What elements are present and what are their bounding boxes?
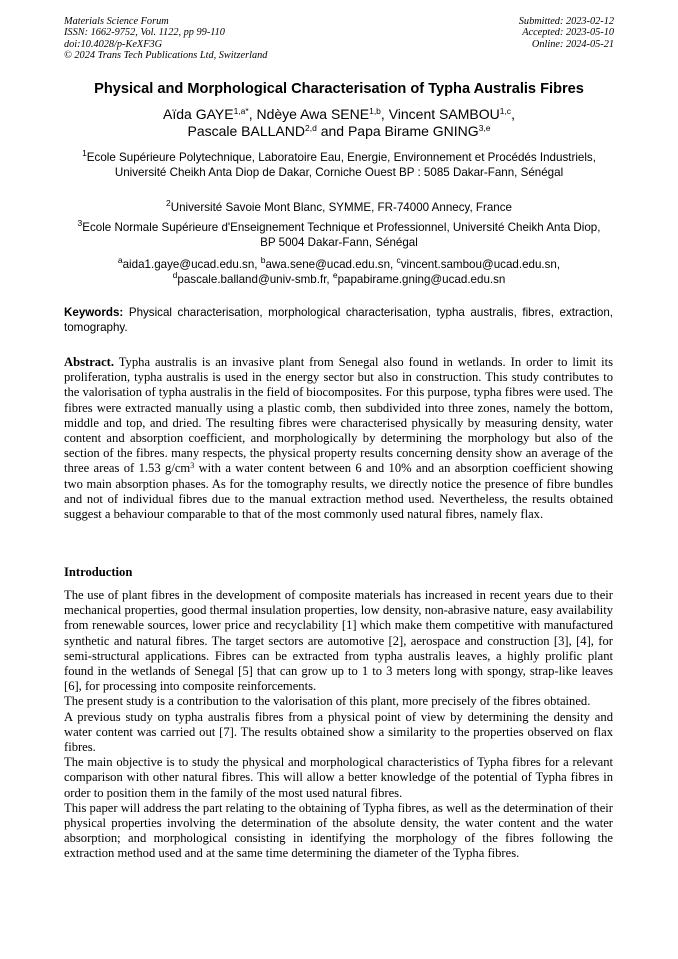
- keywords-label: Keywords:: [64, 306, 124, 319]
- journal-copyright: © 2024 Trans Tech Publications Ltd, Switzerland: [64, 50, 268, 62]
- paragraph: The present study is a contribution to the valorisation of this plant, more precisely of the fibres obtained.: [64, 694, 591, 709]
- journal-name: Materials Science Forum: [64, 16, 169, 27]
- affiliation-marker: 3: [77, 218, 83, 228]
- paragraph: A previous study on typha australis fibres from a physical point of view by determining the density and water content was carried out [7]. The results obtained show a similarity to the properties observed on flax fibres.: [64, 709, 613, 755]
- online-date: Online: 2024-05-21: [531, 38, 614, 50]
- email-marker: a: [117, 255, 123, 265]
- paragraph: This paper will address the part relating to the obtaining of Typha fibres, as well as the determination of their physical properties involving the determination of the absolute density, the water content and the water absorption; and morphological consisting in identifying the morphology of the fibres following the extraction method used and at the same time determining the diameter of the Typha fibres.: [64, 800, 613, 861]
- email-address: pascale.balland@univ-smb.fr,: [177, 273, 333, 286]
- email-marker: e: [332, 270, 338, 280]
- author-name: Vincent SAMBOU: [388, 106, 500, 122]
- keywords-text: Physical characterisation, morphological characterisation, typha australis, fibres, extraction, tomography.: [64, 306, 613, 334]
- affiliation-text: Université Savoie Mont Blanc, SYMME, FR-74000 Annecy, France: [170, 201, 513, 214]
- affiliation-marker: 1: [82, 148, 87, 158]
- abstract-superscript: 3: [190, 461, 195, 471]
- paper-title: Physical and Morphological Characterisation of Typha Australis Fibres: [94, 81, 584, 97]
- email-address: aida1.gaye@ucad.edu.sn,: [122, 258, 261, 271]
- section-heading-introduction: Introduction: [64, 565, 133, 579]
- author-list: [60, 106, 618, 140]
- author-affiliation-marker: 1,c: [499, 106, 512, 116]
- affiliation: [70, 220, 608, 250]
- author-conjunction: and: [316, 123, 348, 139]
- author-emails: [70, 257, 608, 287]
- journal-header: [64, 16, 267, 62]
- affiliation-marker: 2: [165, 198, 171, 208]
- keywords: [64, 305, 613, 335]
- affiliation: [70, 150, 608, 180]
- email-marker: c: [396, 255, 401, 265]
- author-affiliation-marker: 2,d: [305, 123, 317, 133]
- author-separator: ,: [511, 106, 515, 122]
- abstract-text: with a water content between 6 and 10% and an absorption coefficient showing two main absorption phases. As for the tomography results, we directly notice the presence of fibre bundles and not of individual fibres due to the manual extraction method used. Nevertheless, the results obtained suggest a behaviour comparable to that of the most commonly used natural fibres, namely flax.: [64, 461, 613, 522]
- abstract-text: Typha australis is an invasive plant from Senegal also found in wetlands. In order to limit its proliferation, typha australis is used in the energy sector but also in construction. This study contributes to the valorisation of typha australis in the field of biocomposites. For this purpose, typha fibres were used. The fibres were extracted manually using a plastic comb, then subdivided into three zones, namely the bottom, middle and top, and dried. The resulting fibres were characterised physically by measuring density, water content and absorption coefficient, and morphologically by determining the morphology but also of the section of the fibres. many respects, the physical property results concerning density show an average of the three areas of 1.53 g/cm: [64, 355, 613, 476]
- accepted-date: Accepted: 2023-05-10: [522, 27, 614, 39]
- email-marker: b: [260, 255, 266, 265]
- author-name: Pascale BALLAND: [187, 123, 305, 139]
- author-separator: ,: [380, 106, 389, 122]
- abstract-label: Abstract.: [64, 355, 115, 369]
- author-name: Ndèye Awa SENE: [256, 106, 370, 122]
- affiliation: [70, 200, 608, 215]
- author-affiliation-marker: 1,a*: [233, 106, 249, 116]
- email-address: vincent.sambou@ucad.edu.sn,: [400, 258, 561, 271]
- email-address: papabirame.gning@ucad.edu.sn: [337, 273, 506, 286]
- dates-header: [519, 16, 614, 50]
- introduction-body: [64, 588, 613, 862]
- email-address: awa.sene@ucad.edu.sn,: [265, 258, 397, 271]
- abstract: [64, 355, 613, 522]
- paragraph: The main objective is to study the physical and morphological characteristics of Typha fibres for a relevant comparison with other natural fibres. This will allow a better knowledge of the potential of Typha fibres in order to position them in the family of the most used natural fibres.: [64, 755, 613, 800]
- affiliation-text: Ecole Supérieure Polytechnique, Laboratoire Eau, Energie, Environnement et Procédés Industriels, Université Cheikh Anta Diop de Dakar, Corniche Ouest BP : 5085 Dakar-Fann, Sénégal: [86, 151, 596, 179]
- author-name: Aïda GAYE: [163, 106, 234, 122]
- author-affiliation-marker: 3,e: [478, 123, 491, 133]
- paragraph: The use of plant fibres in the development of composite materials has increased in recent years due to their mechanical properties, good thermal insulation properties, low density, non-abrasive nature, easy availability from renewable sources, lower price and recyclability [1] which make them competitive with manufactured synthetic and natural fibres. The target sectors are automotive [2], aerospace and construction [3], [4], for semi-structural applications. Fibres can be extracted from typha australis leaves, a highly prolific plant found in the wetlands of Senegal [5] that can grow up to 1 to 3 meters long with spongy, strap-like leaves [6], for processing into composite reinforcements.: [64, 588, 613, 694]
- author-name: Papa Birame GNING: [347, 123, 479, 139]
- author-affiliation-marker: 1,b: [369, 106, 381, 116]
- submitted-date: Submitted: 2023-02-12: [518, 16, 614, 27]
- email-marker: d: [172, 270, 178, 280]
- author-separator: ,: [248, 106, 257, 122]
- journal-issn: ISSN: 1662-9752, Vol. 1122, pp 99-110: [64, 27, 225, 39]
- affiliation-text: Ecole Normale Supérieure d'Enseignement Technique et Professionnel, Université Cheikh Anta Diop, BP 5004 Dakar-Fann, Sénégal: [82, 221, 601, 249]
- journal-doi: doi:10.4028/p-KeXF3G: [64, 38, 163, 50]
